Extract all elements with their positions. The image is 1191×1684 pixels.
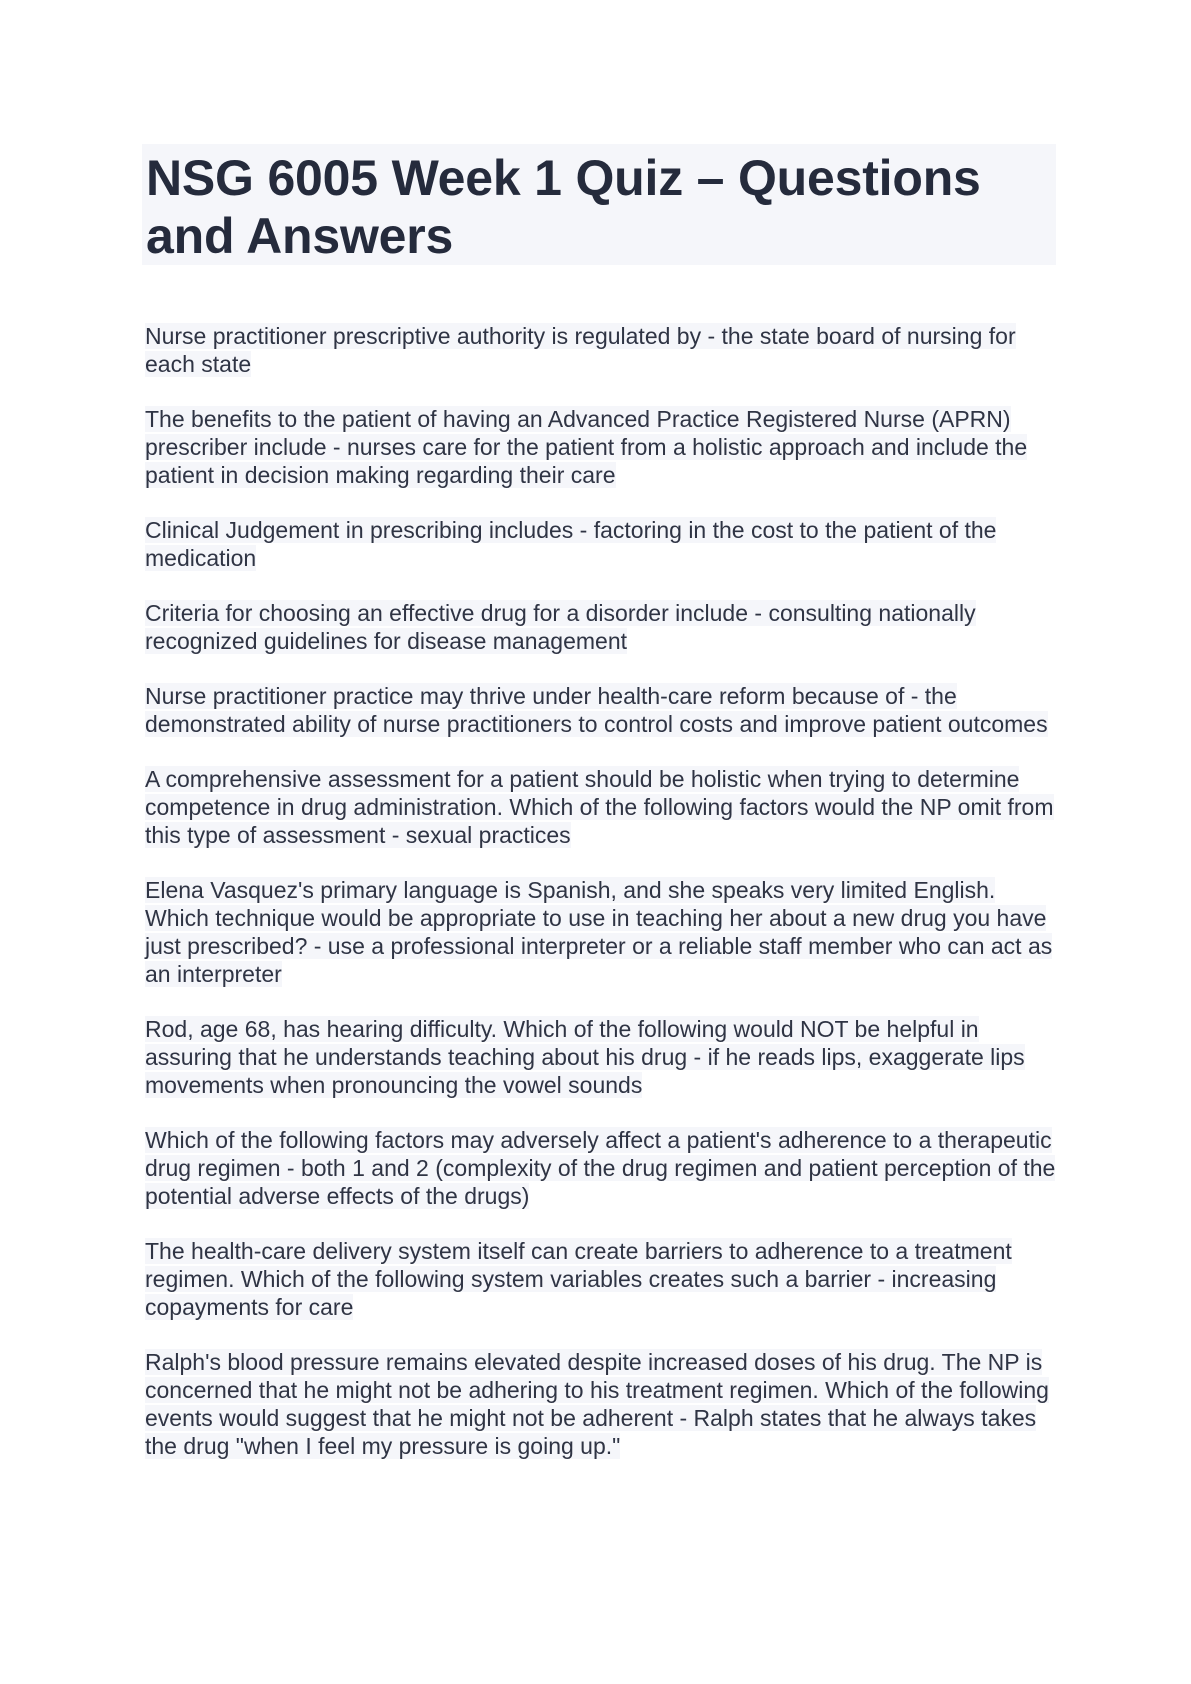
title-block	[142, 144, 1056, 265]
page-title: NSG 6005 Week 1 Quiz – Questions and Answers	[146, 150, 981, 264]
qa-item	[145, 1348, 1065, 1460]
qa-text: Nurse practitioner prescriptive authority is regulated by - the state board of nursing for each state	[145, 323, 1016, 377]
qa-item	[145, 765, 1065, 849]
qa-text: The health-care delivery system itself can create barriers to adherence to a treatment regimen. Which of the following system variables creates such a barrier - increasing copayments for care	[145, 1238, 1012, 1320]
qa-text: Ralph's blood pressure remains elevated despite increased doses of his drug. The NP is concerned that he might not be adhering to his treatment regimen. Which of the following events would suggest that he might not be adherent - Ralph states that he always takes the drug "when I feel my pressure is going up."	[145, 1349, 1049, 1459]
qa-text: Nurse practitioner practice may thrive under health-care reform because of - the demonstrated ability of nurse practitioners to control costs and improve patient outcomes	[145, 683, 1048, 737]
qa-item	[145, 516, 1065, 572]
qa-text: Rod, age 68, has hearing difficulty. Which of the following would NOT be helpful in assuring that he understands teaching about his drug - if he reads lips, exaggerate lips movements when pronouncing the vowel sounds	[145, 1016, 1025, 1098]
qa-item	[145, 322, 1065, 378]
qa-text: Elena Vasquez's primary language is Spanish, and she speaks very limited English. Which technique would be appropriate to use in teaching her about a new drug you have just prescribed? - use a professional interpreter or a reliable staff member who can act as an interpreter	[145, 877, 1053, 987]
qa-text: Criteria for choosing an effective drug for a disorder include - consulting nationally recognized guidelines for disease management	[145, 600, 976, 654]
qa-text: The benefits to the patient of having an Advanced Practice Registered Nurse (APRN) prescriber include - nurses care for the patient from a holistic approach and include the patient in decision making regarding their care	[145, 406, 1028, 488]
qa-text: Clinical Judgement in prescribing includes - factoring in the cost to the patient of the medication	[145, 517, 997, 571]
qa-text: Which of the following factors may adversely affect a patient's adherence to a therapeutic drug regimen - both 1 and 2 (complexity of the drug regimen and patient perception of the potential adverse effects of the drugs)	[145, 1127, 1056, 1209]
qa-item	[145, 405, 1065, 489]
qa-item	[145, 1126, 1065, 1210]
qa-text: A comprehensive assessment for a patient should be holistic when trying to determine competence in drug administration. Which of the following factors would the NP omit from this type of assessment - sexual practices	[145, 766, 1054, 848]
qa-item	[145, 682, 1065, 738]
qa-item	[145, 876, 1065, 988]
qa-item	[145, 1237, 1065, 1321]
qa-list	[145, 322, 1065, 1487]
qa-item	[145, 1015, 1065, 1099]
qa-item	[145, 599, 1065, 655]
